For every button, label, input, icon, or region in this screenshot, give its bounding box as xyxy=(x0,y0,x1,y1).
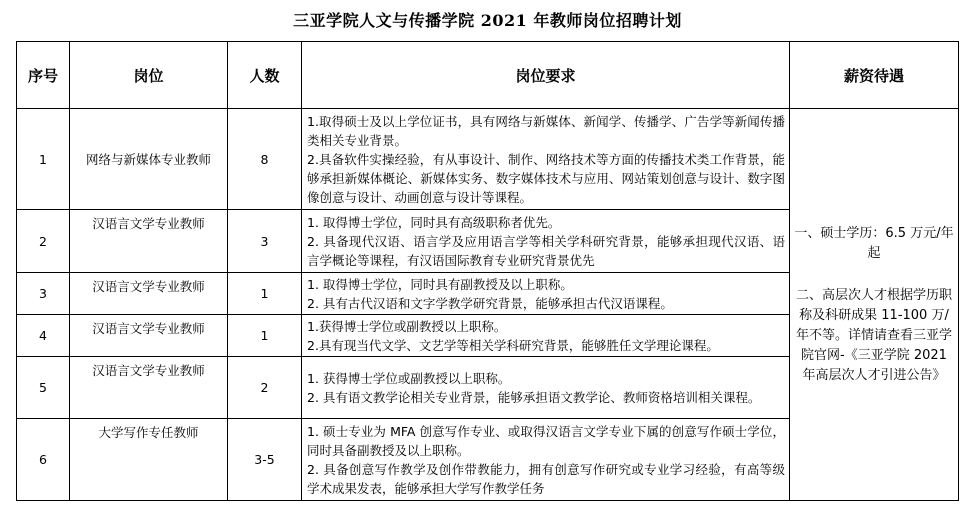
page-title: 三亚学院人文与传播学院 2021 年教师岗位招聘计划 xyxy=(293,11,682,30)
header-count: 人数 xyxy=(228,42,302,109)
requirement-item: 2.具备软件实操经验，有从事设计、制作、网络技术等方面的传播技术类工作背景，能够承担新媒体概论、新媒体实务、数字媒体技术与应用、网站策划创意与设计、数字图像创意与设计、动画创意与设计等课程。 xyxy=(307,151,785,205)
row-count: 1 xyxy=(228,315,302,357)
requirement-item: 1.获得博士学位或副教授以上职称。 xyxy=(307,318,507,334)
row-position: 大学写作专任教师 xyxy=(70,419,228,501)
row-requirements xyxy=(302,273,790,315)
requirement-item: 1.取得硕士及以上学位证书，具有网络与新媒体、新闻学、传播学、广告学等新闻传播类相关专业背景。 xyxy=(307,113,785,148)
row-position: 网络与新媒体专业教师 xyxy=(70,109,228,210)
row-position: 汉语言文学专业教师 xyxy=(70,357,228,419)
header-salary: 薪资待遇 xyxy=(790,42,959,109)
row-requirements xyxy=(302,419,790,501)
salary-item: 二、高层次人才根据学历职称及科研成果 11-100 万/年不等。详情请查看三亚学院官网-《三亚学院 2021 年高层次人才引进公告》 xyxy=(795,287,952,383)
row-position: 汉语言文学专业教师 xyxy=(70,315,228,357)
requirement-item: 2. 具备现代汉语、语言学及应用语言学等相关学科研究背景，能够承担现代汉语、语言学概论等课程，有汉语国际教育专业研究背景优先 xyxy=(307,233,785,268)
requirement-item: 2.具有现当代文学、文艺学等相关学科研究背景，能够胜任文学理论课程。 xyxy=(307,337,719,353)
table-header-row xyxy=(17,42,959,109)
recruitment-table xyxy=(16,41,959,501)
requirement-item: 1. 取得博士学位，同时具有副教授及以上职称。 xyxy=(307,276,573,292)
row-index: 2 xyxy=(17,210,70,273)
header-position: 岗位 xyxy=(70,42,228,109)
row-count: 3-5 xyxy=(228,419,302,501)
requirement-item: 1. 硕士专业为 MFA 创意写作专业、或取得汉语言文学专业下属的创意写作硕士学位，同时具备副教授及以上职称。 xyxy=(307,423,785,458)
row-position: 汉语言文学专业教师 xyxy=(70,210,228,273)
row-requirements xyxy=(302,210,790,273)
row-index: 1 xyxy=(17,109,70,210)
row-index: 4 xyxy=(17,315,70,357)
table-row xyxy=(17,109,959,210)
row-requirements xyxy=(302,357,790,419)
row-index: 3 xyxy=(17,273,70,315)
requirement-item: 1. 获得博士学位或副教授以上职称。 xyxy=(307,370,511,386)
header-requirements: 岗位要求 xyxy=(302,42,790,109)
requirement-item: 2. 具有古代汉语和文字学教学研究背景，能够承担古代汉语课程。 xyxy=(307,295,673,311)
row-count: 1 xyxy=(228,273,302,315)
header-index: 序号 xyxy=(17,42,70,109)
row-index: 6 xyxy=(17,419,70,501)
row-requirements xyxy=(302,109,790,210)
requirement-item: 2. 具有语文教学论相关专业背景，能够承担语文教学论、教师资格培训相关课程。 xyxy=(307,389,761,405)
requirement-item: 2. 具备创意写作教学及创作带教能力，拥有创意写作研究或专业学习经验，有高等级学术成果发表，能够承担大学写作教学任务 xyxy=(307,461,785,496)
row-index: 5 xyxy=(17,357,70,419)
row-count: 3 xyxy=(228,210,302,273)
row-position: 汉语言文学专业教师 xyxy=(70,273,228,315)
row-requirements xyxy=(302,315,790,357)
row-count: 8 xyxy=(228,109,302,210)
salary-cell xyxy=(790,109,959,501)
requirement-item: 1. 取得博士学位，同时具有高级职称者优先。 xyxy=(307,214,561,230)
salary-item: 一、硕士学历：6.5 万元/年起 xyxy=(794,225,954,261)
row-count: 2 xyxy=(228,357,302,419)
